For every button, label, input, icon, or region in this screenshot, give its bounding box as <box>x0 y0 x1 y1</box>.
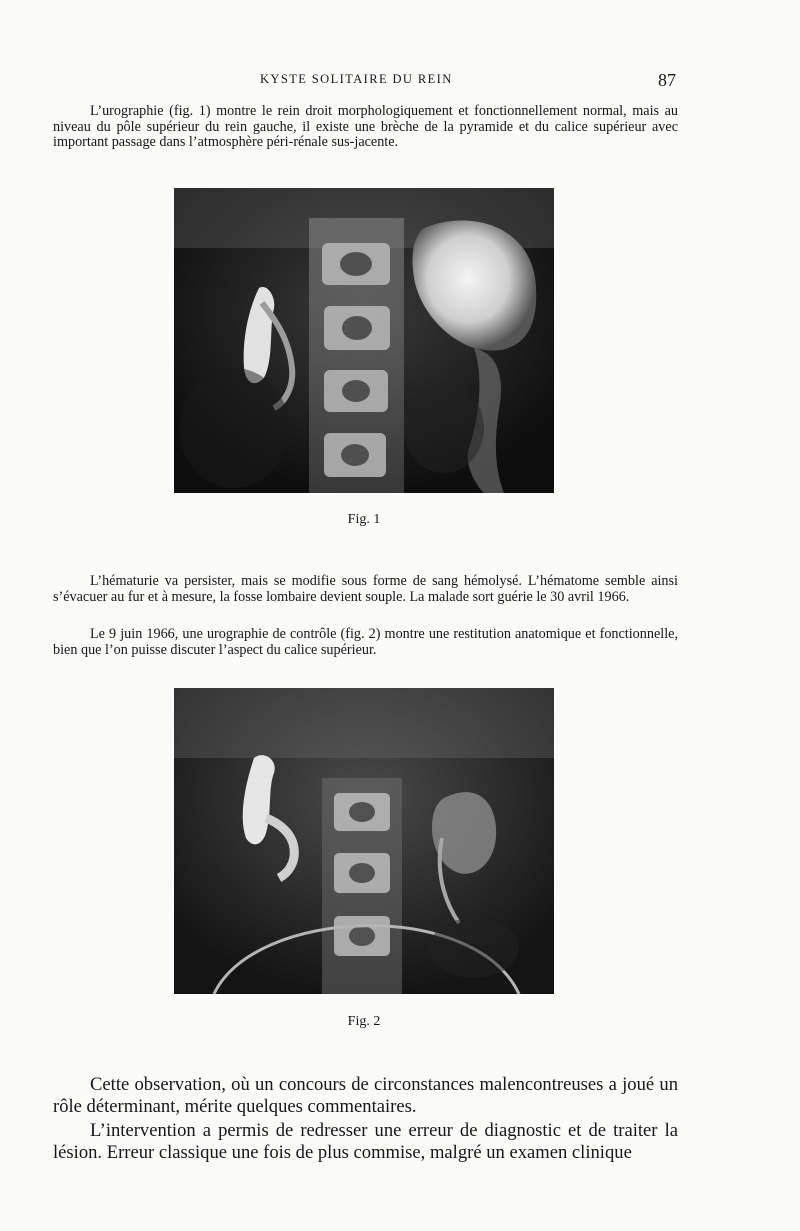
paragraph-urographie-controle: Le 9 juin 1966, une urographie de contrôle (fig. 2) montre une restitution anatomique et fonctionnelle, bien que l’on puisse discuter l’aspect du calice supérieur. <box>53 626 678 658</box>
paragraph-intervention: L’intervention a permis de redresser une erreur de diagnostic et de traiter la lésion. Erreur classique une fois de plus commise, malgré un examen clinique <box>53 1120 678 1163</box>
running-title: KYSTE SOLITAIRE DU REIN <box>260 72 453 86</box>
figure-1-caption: Fig. 1 <box>347 512 381 527</box>
paragraph-observation: Cette observation, où un concours de circonstances malencontreuses a joué un rôle déterminant, mérite quelques commentaires. <box>53 1074 678 1117</box>
figure-2-xray <box>174 688 554 994</box>
figure-2-caption: Fig. 2 <box>347 1014 381 1029</box>
page-number: 87 <box>658 70 676 90</box>
paragraph-hematurie: L’hématurie va persister, mais se modifie sous forme de sang hémolysé. L’hématome semble ainsi s’évacuer au fur et à mesure, la fosse lombaire devient souple. La malade sort guérie le 30 avril 1966. <box>53 573 678 605</box>
paragraph-urographie: L’urographie (fig. 1) montre le rein droit morphologiquement et fonctionnellement normal, mais au niveau du pôle supérieur du rein gauche, il existe une brèche de la pyramide et du calice supérieur avec important passage dans l’atmosphère péri-rénale sus-jacente. <box>53 103 678 151</box>
figure-1-xray <box>174 188 554 493</box>
page-header <box>0 70 800 92</box>
